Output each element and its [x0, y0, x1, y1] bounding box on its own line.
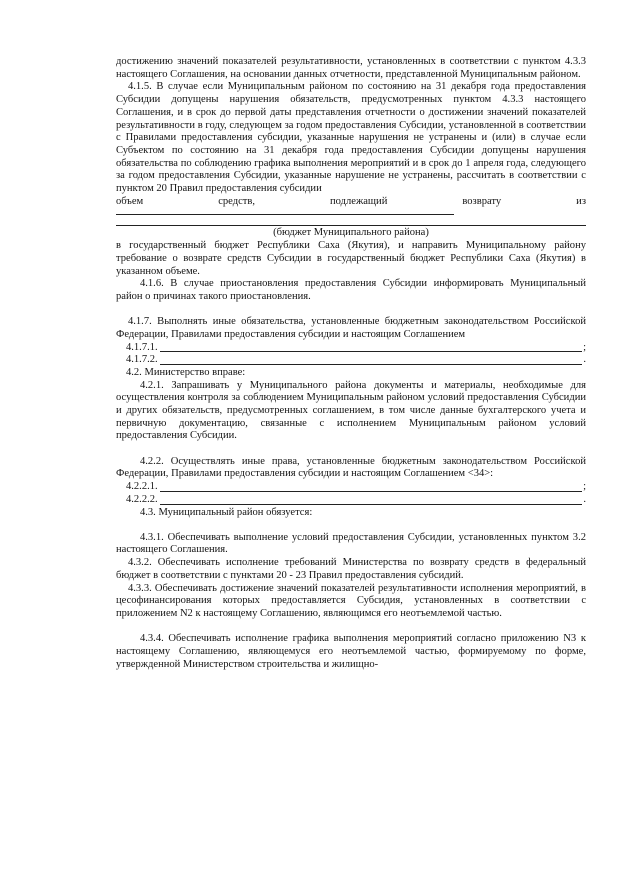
budget-caption: (бюджет Муниципального района)	[273, 227, 429, 239]
blank-line	[160, 355, 583, 365]
blank-line-short	[116, 208, 454, 215]
spread-word-4: возврату	[462, 195, 502, 207]
paragraph-4-3: 4.3. Муниципальный район обязуется:	[140, 506, 313, 518]
paragraph-4-3-4: 4.3.4. Обеспечивать исполнение графика выполнения мероприятий согласно приложению N3 к настоящему Соглашению, являющемуся его неотъемлемой частью, формируемому по форме, утвержденной Министерством строительства и жилищно-	[116, 633, 586, 670]
spacer	[116, 304, 586, 317]
paragraph-4-3-1: 4.3.1. Обеспечивать выполнение условий предоставления Субсидии, установленных пунктом 3.2 настоящего Соглашения.	[116, 531, 586, 556]
paragraph-4-3-2: 4.3.2. Обеспечивать исполнение требований Министерства по возврату средств в федеральный бюджет в соответствии с пунктами 20 - 23 Правил предоставления субсидий.	[116, 557, 586, 581]
blank-line	[160, 342, 582, 352]
item-punct: ;	[583, 341, 586, 353]
item-label: 4.1.7.1.	[126, 341, 158, 353]
item-punct: .	[583, 493, 586, 505]
spread-word-2: средств,	[218, 195, 255, 207]
spacer	[116, 443, 586, 456]
item-4-1-7-1	[116, 342, 586, 355]
spread-word-5: из	[576, 195, 586, 207]
item-label: 4.2.2.2.	[126, 493, 158, 505]
item-punct: .	[583, 354, 586, 366]
item-punct: ;	[583, 481, 586, 493]
blank-line-full	[116, 215, 586, 226]
blank-line	[160, 495, 583, 505]
item-4-2-2-1	[116, 481, 586, 494]
paragraph-4-3-3: 4.3.3. Обеспечивать достижение значений показателей результативности исполнения мероприятий, в цесофинансирования которых предоставляется Субсидия, установленных в соответствии с приложением N2 к настоящему Соглашению, являющимся его неотъемлемой частью.	[116, 582, 586, 619]
spacer	[116, 519, 586, 532]
paragraph-4-1-5-end: в государственный бюджет Республики Саха (Якутия), и направить Муниципальному району требование о возврате средств Субсидии в государственный бюджет Республики Саха (Якутия) в указанном объеме.	[116, 240, 586, 277]
spacer	[116, 621, 586, 634]
paragraph-4-2-1: 4.2.1. Запрашивать у Муниципального района документы и материалы, необходимые для осуществления контроля за соблюдением Муниципальным районом условий предоставления Субсидии и других обязательств, предусмотренных соглашением, в том числе данные бухгалтерского учета и первичную документацию, связанные с исполнением Муниципальным районом условий предоставления Субсидии.	[116, 379, 586, 442]
paragraph-4-1-6: 4.1.6. В случае приостановления предоставления Субсидии информировать Муниципальный район о причинах такого приостановления.	[116, 278, 586, 302]
item-label: 4.1.7.2.	[126, 354, 158, 366]
item-4-2-2-2	[116, 494, 586, 507]
spread-word-1: объем	[116, 195, 144, 207]
item-label: 4.2.2.1.	[126, 481, 158, 493]
paragraph-4-2-2: 4.2.2. Осуществлять иные права, установленные бюджетным законодательством Российской Федерации, Правилами предоставления субсидии и настоящим Соглашением <34>:	[116, 455, 586, 480]
paragraph-4-2: 4.2. Министерство вправе:	[126, 366, 246, 378]
paragraph-4-1-5: 4.1.5. В случае если Муниципальным районом по состоянию на 31 декабря года предоставления Субсидии допущены нарушения обязательств, предусмотренных пунктом 4.3.3 настоящего Соглашения, и в срок до первой даты представления отчетности о достижении значений показателей результативности в году, следующем за годом предоставления Субсидии, установленной в соответствии с Правилами предоставления субсидии, указанные нарушения не устранены и (или) в случае если Субъектом по состоянию на 31 декабря года предоставления Субсидии допущены нарушения обязательства по соблюдению графика выполнения мероприятий и в срок до 1 апреля года, следующего за годом предоставления Субсидии, указанные нарушение не устранены, рассчитать в соответствии с пунктом 20 Правил предоставления субсидии	[116, 81, 586, 195]
paragraph-continuation: достижению значений показателей результативности, установленных в соответствии с пунктом 4.3.3 настоящего Соглашения, на основании данных отчетности, представленной Муниципальным районом.	[116, 56, 586, 80]
paragraph-4-1-5-spread-line	[116, 196, 586, 209]
paragraph-4-1-7: 4.1.7. Выполнять иные обязательства, установленные бюджетным законодательством Российской Федерации, Правилами предоставления субсидии и настоящим Соглашением	[116, 316, 586, 340]
item-4-1-7-2	[116, 354, 586, 367]
blank-line	[160, 482, 582, 492]
spread-word-3: подлежащий	[330, 195, 388, 207]
